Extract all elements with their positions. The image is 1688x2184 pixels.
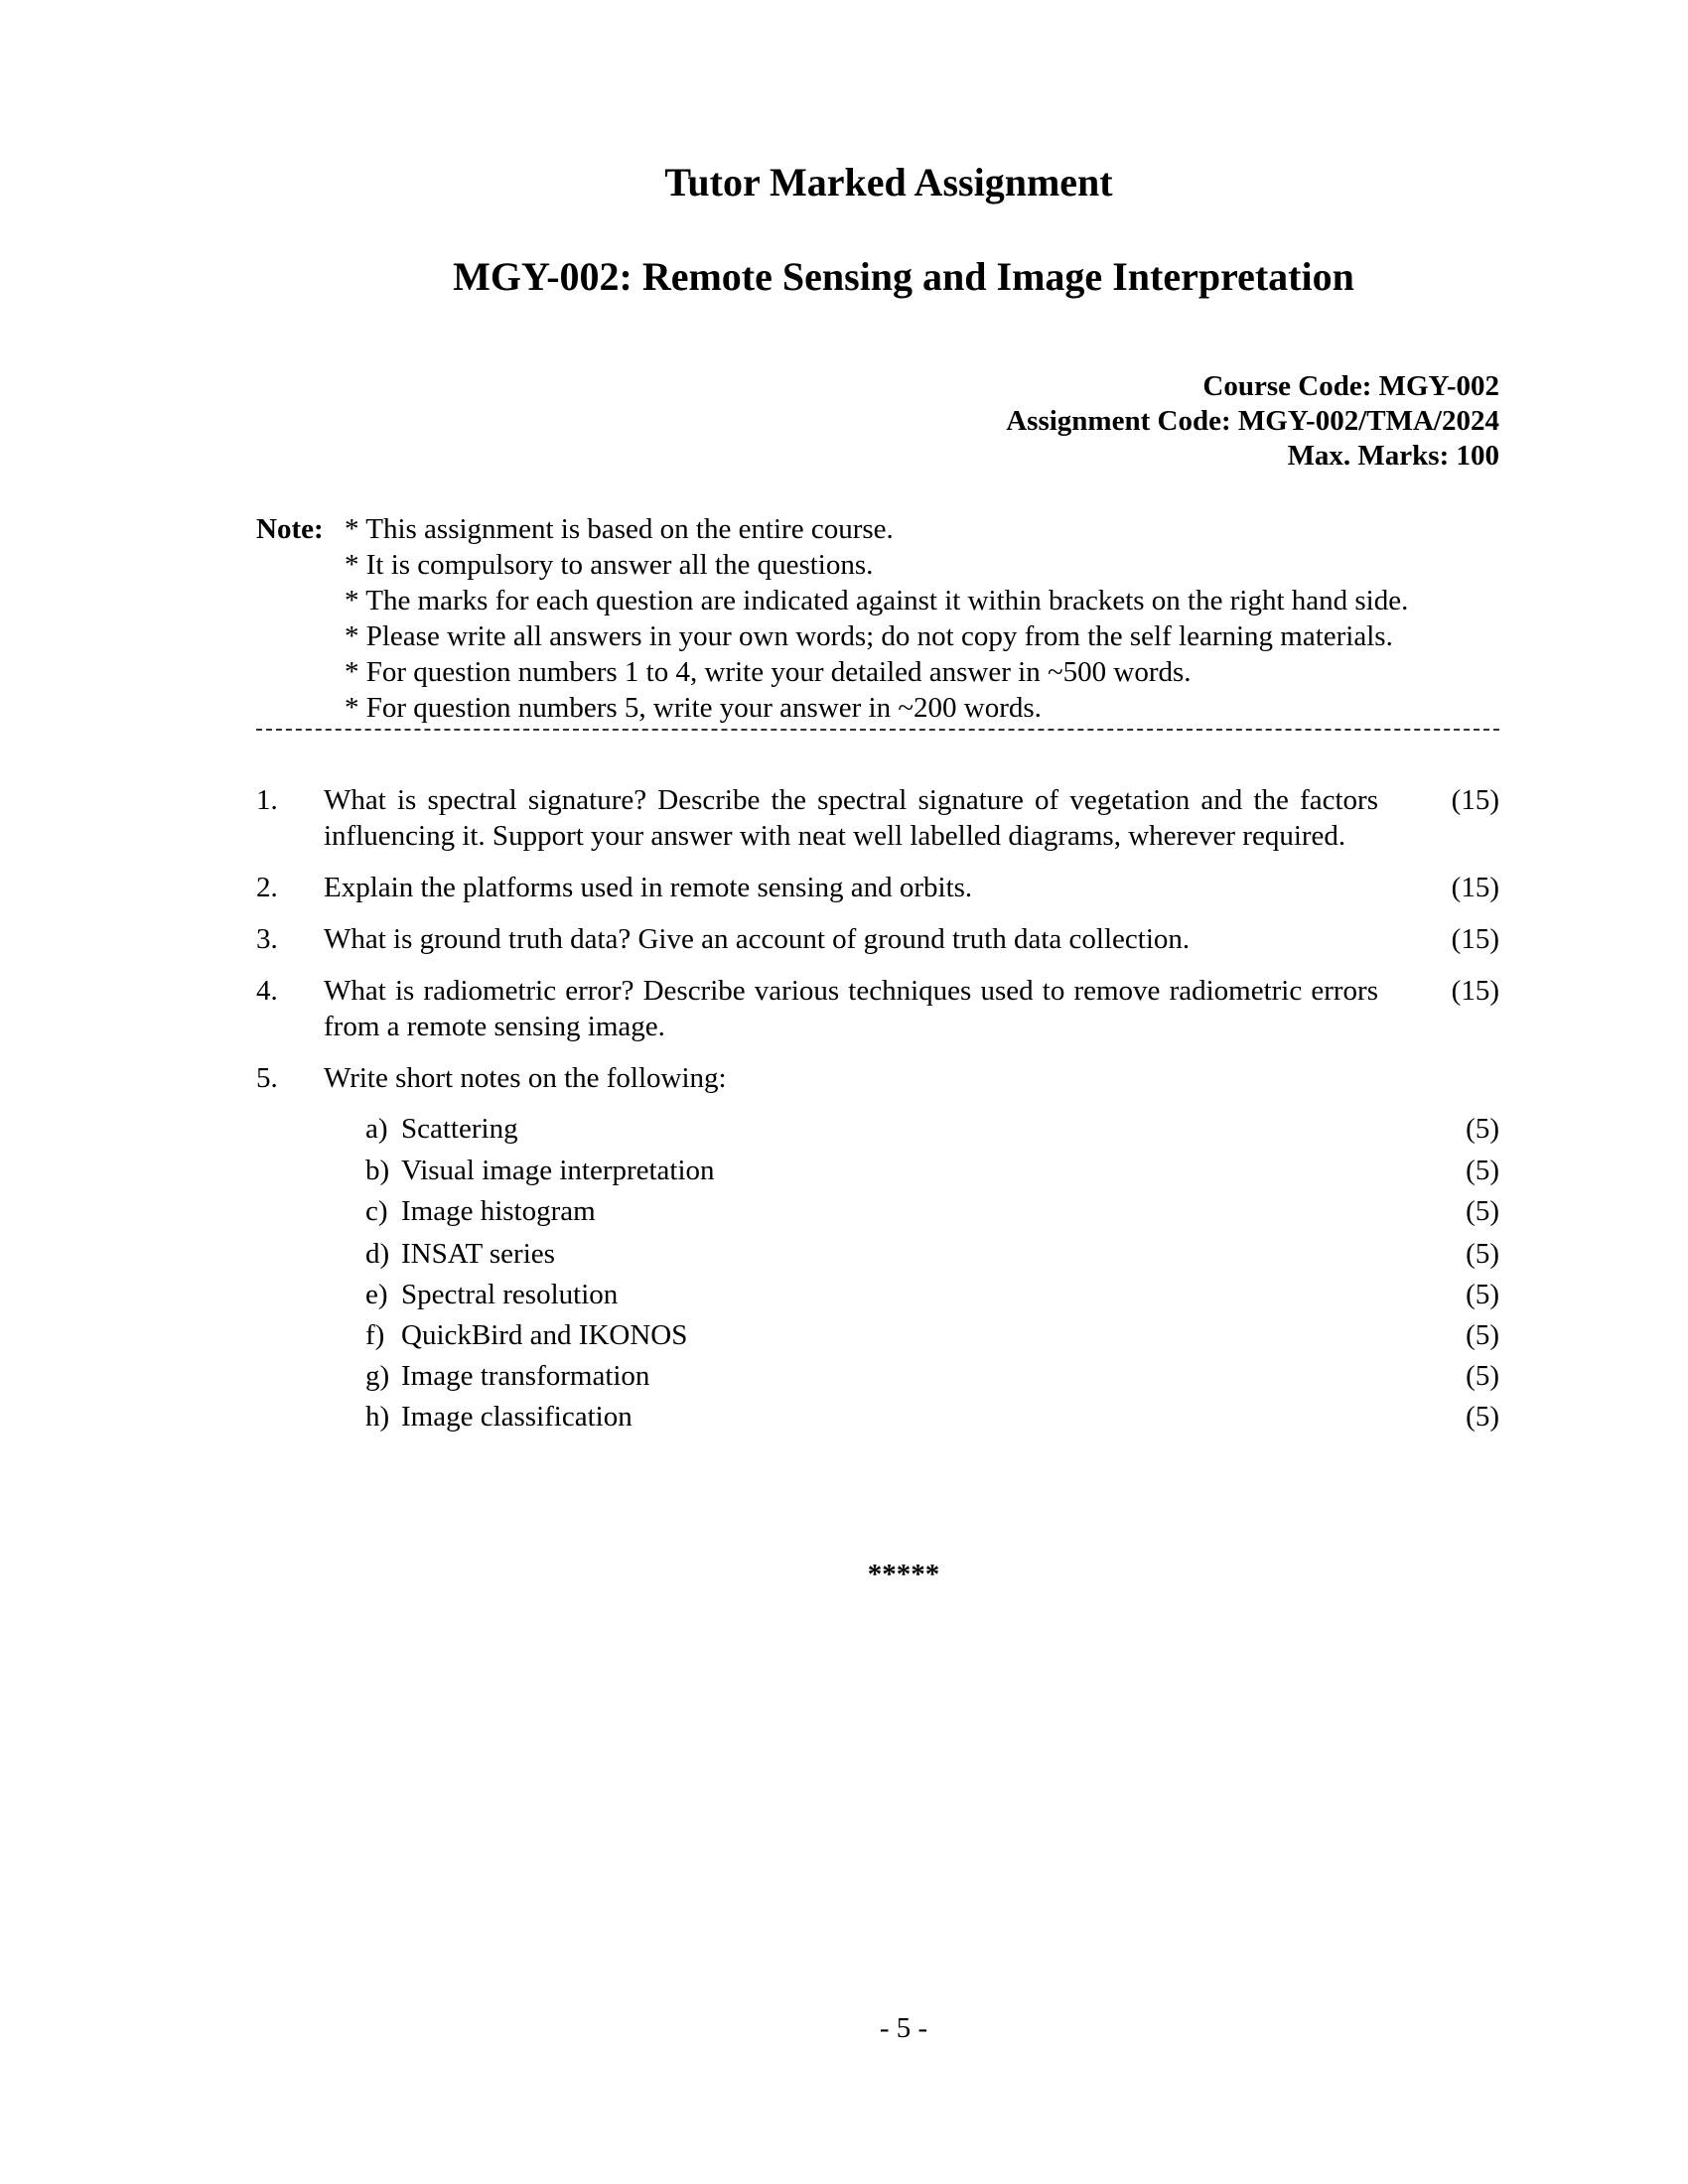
note-item: * The marks for each question are indicated against it within brackets on the right hand side. [345,585,1409,616]
end-marker: ***** [867,1559,940,1590]
document-title: Tutor Marked Assignment [664,160,1113,205]
question-marks: (15) [1451,872,1499,903]
page-number: - 5 - [879,2012,928,2044]
subpart-marks: (5) [1466,1279,1499,1310]
subpart-marks: (5) [1466,1113,1499,1145]
subpart-letter: a) [365,1113,388,1145]
note-list [345,511,1506,726]
question-number: 5. [256,1062,278,1094]
question-number: 4. [256,975,278,1007]
subpart-letter: f) [365,1319,385,1351]
question-number: 1. [256,784,278,816]
question-text: What is radiometric error? Describe various techniques used to remove radiometric errors from a remote sensing image. [324,975,1378,1042]
subpart-letter: h) [365,1401,390,1433]
subpart-text: Image classification [401,1401,633,1433]
note-item: * For question numbers 1 to 4, write your detailed answer in ~500 words. [345,656,1192,688]
question-text: What is spectral signature? Describe the spectral signature of vegetation and the factors influencing it. Support your answer with neat well labelled diagrams, wherever required. [324,784,1378,852]
subpart-text: QuickBird and IKONOS [401,1319,688,1351]
subpart-marks: (5) [1466,1319,1499,1351]
note-item: * For question numbers 5, write your answer in ~200 words. [345,692,1042,724]
note-label: Note: [256,513,324,545]
question-marks: (15) [1451,784,1499,816]
max-marks: Max. Marks: 100 [1287,440,1499,472]
subpart-letter: b) [365,1155,390,1186]
question-text: Write short notes on the following: [324,1062,727,1094]
subpart-marks: (5) [1466,1238,1499,1270]
note-item: * This assignment is based on the entire course. [345,513,894,545]
question-text: Explain the platforms used in remote sensing and orbits. [324,872,973,903]
subpart-letter: d) [365,1238,390,1270]
assignment-meta [1006,369,1499,474]
subpart-text: Spectral resolution [401,1279,619,1310]
section-divider [256,729,1499,731]
assignment-code: Assignment Code: MGY-002/TMA/2024 [1006,405,1499,437]
subpart-marks: (5) [1466,1401,1499,1433]
question-number: 3. [256,923,278,955]
subpart-letter: c) [365,1195,388,1227]
note-item: * Please write all answers in your own words; do not copy from the self learning materials. [345,620,1393,652]
question-marks: (15) [1451,923,1499,955]
subpart-marks: (5) [1466,1195,1499,1227]
subpart-text: INSAT series [401,1238,555,1270]
subpart-marks: (5) [1466,1155,1499,1186]
note-item: * It is compulsory to answer all the questions. [345,549,874,581]
subpart-letter: e) [365,1279,388,1310]
course-title: MGY-002: Remote Sensing and Image Interpretation [453,254,1354,299]
subpart-text: Scattering [401,1113,518,1145]
subpart-text: Visual image interpretation [401,1155,715,1186]
course-code: Course Code: MGY-002 [1202,370,1499,402]
subpart-text: Image histogram [401,1195,596,1227]
subpart-letter: g) [365,1360,390,1392]
question-number: 2. [256,872,278,903]
question-marks: (15) [1451,975,1499,1007]
question-text: What is ground truth data? Give an account of ground truth data collection. [324,923,1191,955]
subpart-marks: (5) [1466,1360,1499,1392]
subpart-text: Image transformation [401,1360,650,1392]
